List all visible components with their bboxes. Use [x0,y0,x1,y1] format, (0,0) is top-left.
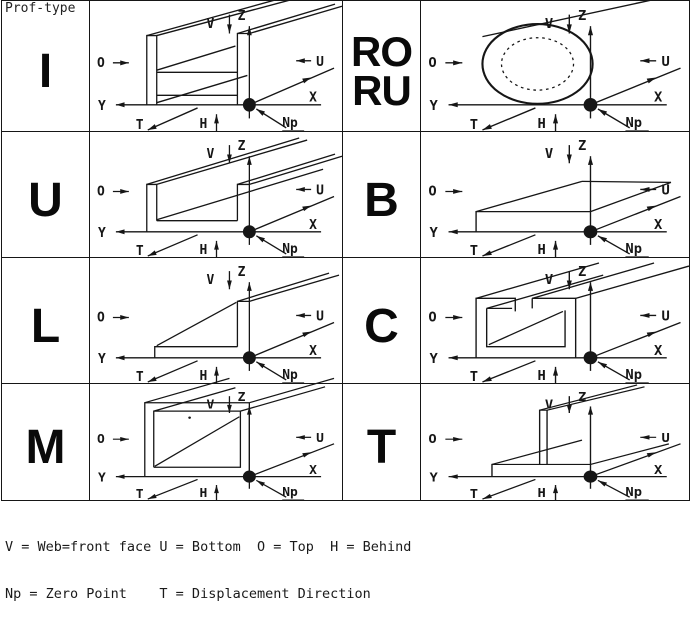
profile-letter-I: I [38,45,53,98]
svg-text:V: V [544,16,554,33]
svg-text:Y: Y [429,352,438,367]
svg-text:V: V [206,273,215,289]
svg-text:Y: Y [429,98,438,115]
svg-text:Y: Y [97,469,106,485]
svg-text:Z: Z [577,390,587,405]
svg-text:Y: Y [97,98,106,115]
svg-text:Np: Np [282,367,298,383]
cell-letter-I [2,1,90,132]
svg-text:O: O [96,55,105,72]
svg-text:H: H [537,243,546,258]
svg-text:X: X [654,344,663,359]
legend-line-2: Np = Zero Point T = Displacement Direction [5,585,371,602]
svg-text:Y: Y [97,225,106,241]
svg-text:H: H [537,369,546,384]
svg-text:V: V [544,147,554,163]
profile-diagram-I [90,1,343,132]
svg-text:O: O [428,310,437,326]
svg-text:V: V [206,16,215,33]
svg-text:U: U [661,54,670,70]
cell-letter-M [2,384,90,500]
svg-text:U: U [316,309,324,325]
svg-text:Z: Z [577,7,587,24]
profile-letter-M: M [25,421,66,474]
svg-text:H: H [199,242,208,258]
profile-diagram-U [90,132,343,258]
svg-text:U: U [316,183,324,199]
cell-letter-T [343,384,421,500]
cell-letter-L [2,258,90,384]
svg-text:U: U [661,183,670,199]
svg-text:O: O [428,55,437,72]
svg-text:Z: Z [237,8,246,24]
svg-text:T: T [135,243,144,260]
svg-text:X: X [654,218,663,233]
svg-text:U: U [316,54,324,71]
svg-text:T: T [469,487,479,502]
svg-text:H: H [537,486,546,501]
svg-text:Z: Z [237,139,246,155]
svg-text:Z: Z [237,265,246,281]
legend-line-1: V = Web=front face U = Bottom O = Top H = Behind [5,539,412,555]
svg-text:T: T [469,370,479,385]
profile-letter-RO: RO [351,28,412,76]
svg-text:X: X [309,462,317,477]
svg-text:Np: Np [282,484,298,500]
svg-text:Y: Y [97,351,106,367]
profile-diagram-C [421,258,689,384]
profile-diagram-L [90,258,343,384]
svg-text:Y: Y [429,470,438,486]
svg-text:H: H [199,116,208,132]
svg-text:O: O [96,310,105,326]
svg-text:Z: Z [237,389,246,404]
svg-text:O: O [428,432,437,447]
svg-text:U: U [661,309,670,325]
svg-text:O: O [428,184,437,200]
profile-letter-C: C [364,299,399,353]
svg-text:Np: Np [625,114,643,131]
svg-text:U: U [316,430,324,445]
cell-letter-C [343,258,421,384]
svg-text:X: X [309,217,317,233]
profile-letter-L: L [30,299,61,353]
profile-letter-B: B [364,173,399,227]
profile-table [1,0,690,501]
svg-text:Np: Np [625,242,643,257]
svg-text:Np: Np [625,485,643,501]
svg-text:X: X [309,343,317,359]
svg-text:U: U [661,431,670,446]
svg-text:T: T [135,369,144,386]
svg-text:T: T [135,486,144,502]
prof-type-label: Prof-type [5,1,76,16]
svg-text:V: V [544,273,554,289]
profile-letter-RU: RU [352,67,411,114]
svg-text:X: X [654,463,663,478]
cell-letter-RO-RU [343,1,421,132]
cell-letter-B [343,132,421,258]
svg-text:H: H [199,485,208,501]
profile-diagram-RO-RU [421,1,689,132]
svg-text:H: H [199,368,208,384]
svg-text:V: V [206,396,215,412]
svg-text:Y: Y [429,226,438,241]
svg-text:O: O [96,184,105,200]
cell-letter-U [2,132,90,258]
svg-text:T: T [135,117,144,134]
svg-text:X: X [654,89,663,106]
legend [5,509,690,633]
profile-letter-U: U [28,173,63,227]
svg-text:Np: Np [625,368,643,383]
svg-text:Z: Z [577,139,587,155]
svg-text:T: T [469,116,479,133]
svg-text:Z: Z [577,265,587,281]
profile-diagram-B [421,132,689,258]
profile-letter-T: T [366,421,397,474]
svg-text:X: X [309,90,317,106]
svg-text:Np: Np [282,115,298,131]
svg-text:Np: Np [282,241,298,257]
svg-text:V: V [544,398,554,413]
svg-text:V: V [206,147,215,163]
profile-diagram-T [421,384,689,500]
svg-text:O: O [96,431,105,446]
profile-diagram-M [90,384,343,500]
svg-text:H: H [537,115,546,132]
svg-text:T: T [469,244,479,259]
